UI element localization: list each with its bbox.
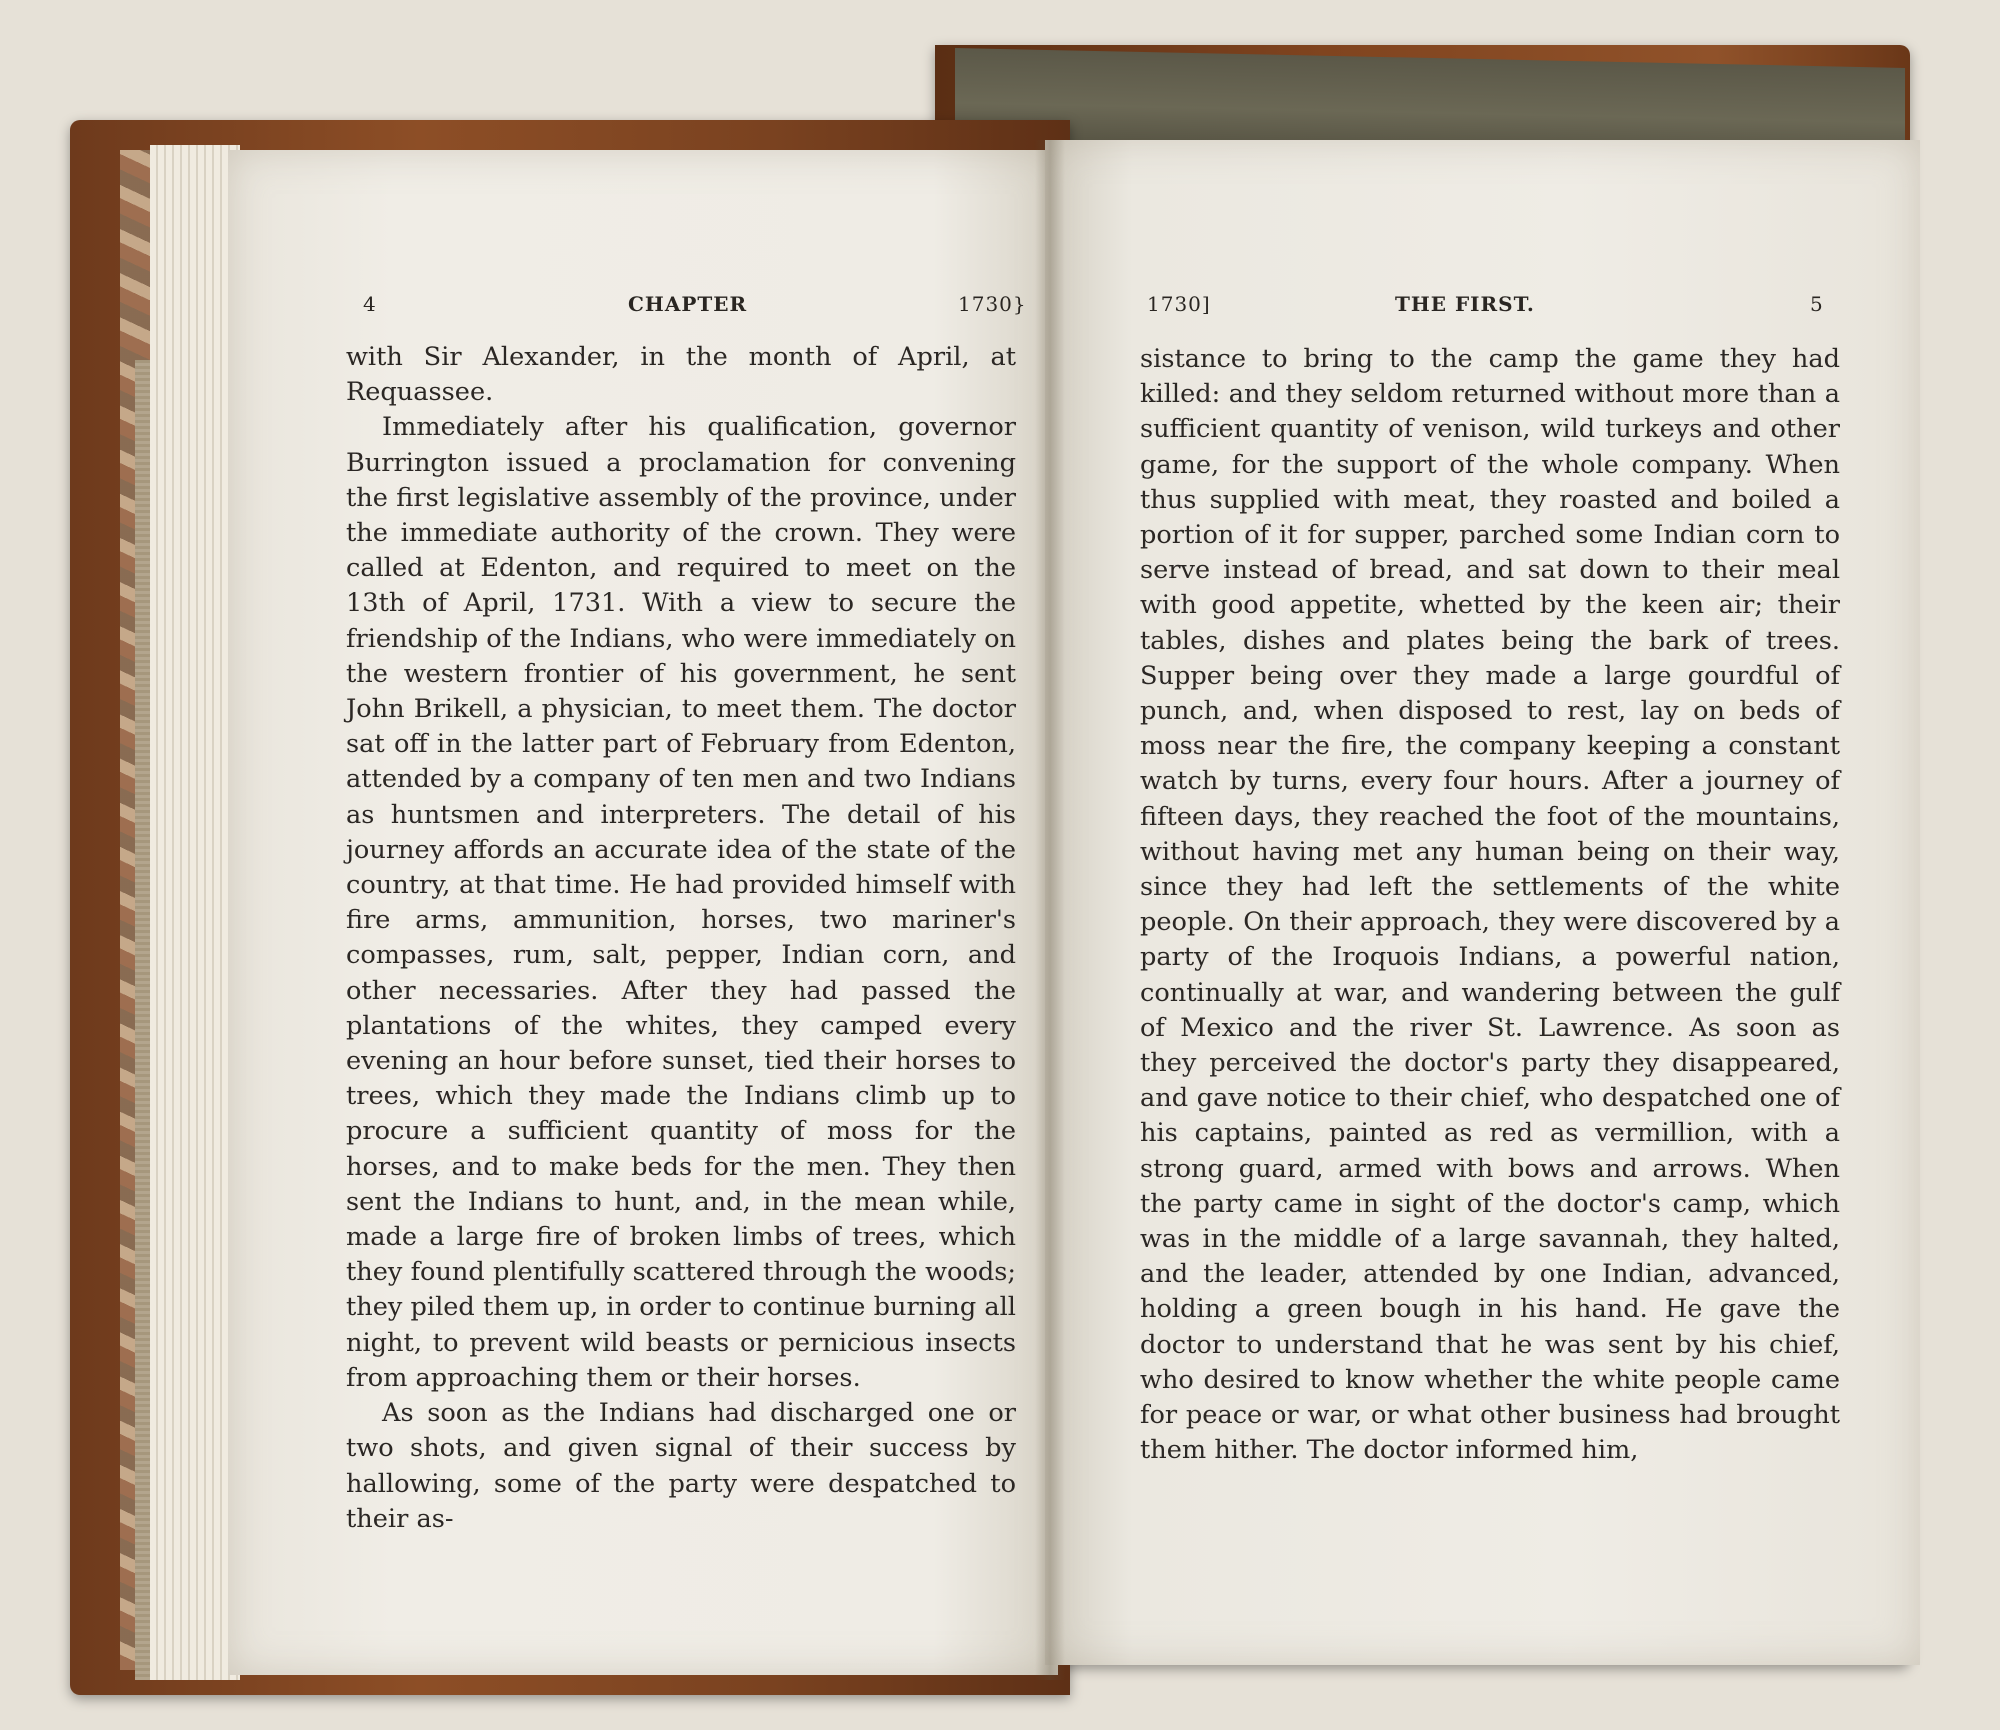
right-paragraph-1: sistance to bring to the camp the game they had killed: and they seldom returned without more than a sufficient quantity of venison, wild turkeys and other game, for the support of the whole company. When thus supplied with meat, they roasted and boiled a portion of it for supper, parched some Indian corn to serve instead of bread, and sat down to their meal with good appetite, whetted by the keen air; their tables, dishes and plates being the bark of trees. Supper being over they made a large gourdful of punch, and, when disposed to rest, lay on beds of moss near the fire, the company keeping a constant watch by turns, every four hours. After a journey of fifteen days, they reached the foot of the mountains, without having met any human being on their way, since they had left the settlements of the white people. On their approach, they were discovered by a party of the Iroquois Indians, a powerful nation, continually at war, and wandering between the gulf of Mexico and the river St. Lawrence. As soon as they perceived the doctor's party they disappeared, and gave notice to their chief, who despatched one of his captains, painted as red as vermillion, with a strong guard, armed with bows and arrows. When the party came in sight of the doctor's camp, which was in the middle of a large savannah, they halted, and the leader, attended by one Indian, advanced, holding a green bough in his hand. He gave the doctor to understand that he was sent by his chief, who desired to know whether the white people came for peace or war, or what other business had brought them hither. The doctor informed him, (1140, 344, 1840, 1466)
left-paragraph-3: As soon as the Indians had discharged one or two shots, and given signal of their success by hallowing, some of the party were despatched to their as- (346, 1398, 1016, 1534)
right-running-head (1045, 292, 1920, 332)
left-header-year: 1730} (958, 292, 1027, 316)
right-text-block (1140, 342, 1840, 1469)
left-page (228, 150, 1058, 1675)
right-header-title: THE FIRST. (1395, 292, 1535, 316)
book-gutter (1035, 140, 1065, 1680)
left-page-number: 4 (363, 292, 377, 316)
page-edges-left (150, 145, 240, 1680)
left-paragraph-1: with Sir Alexander, in the month of April, at Requassee. (346, 342, 1016, 408)
right-page-number: 5 (1810, 292, 1824, 316)
right-header-year: 1730] (1147, 292, 1211, 316)
left-text-block (346, 340, 1016, 1537)
left-running-head (228, 292, 1058, 332)
left-paragraph-2: Immediately after his qualification, governor Burrington issued a proclamation for convening the first legislative assembly of the province, under the immediate authority of the crown. They were called at Edenton, and required to meet on the 13th of April, 1731. With a view to secure the friendship of the Indians, who were immediately on the western frontier of his government, he sent John Brikell, a physician, to meet them. The doctor sat off in the latter part of February from Edenton, attended by a company of ten men and two Indians as huntsmen and interpreters. The detail of his journey affords an accurate idea of the state of the country, at that time. He had provided himself with fire arms, ammunition, horses, two mariner's compasses, rum, salt, pepper, Indian corn, and other necessaries. After they had passed the plantations of the whites, they camped every evening an hour before sunset, tied their horses to trees, which they made the Indians climb up to procure a sufficient quantity of moss for the horses, and to make beds for the men. They then sent the Indians to hunt, and, in the mean while, made a large fire of broken limbs of trees, which they found plentifully scattered through the woods; they piled them up, in order to continue burning all night, to prevent wild beasts or pernicious insects from approaching them or their horses. (346, 412, 1016, 1393)
right-page (1045, 140, 1920, 1665)
left-header-title: CHAPTER (628, 292, 748, 316)
